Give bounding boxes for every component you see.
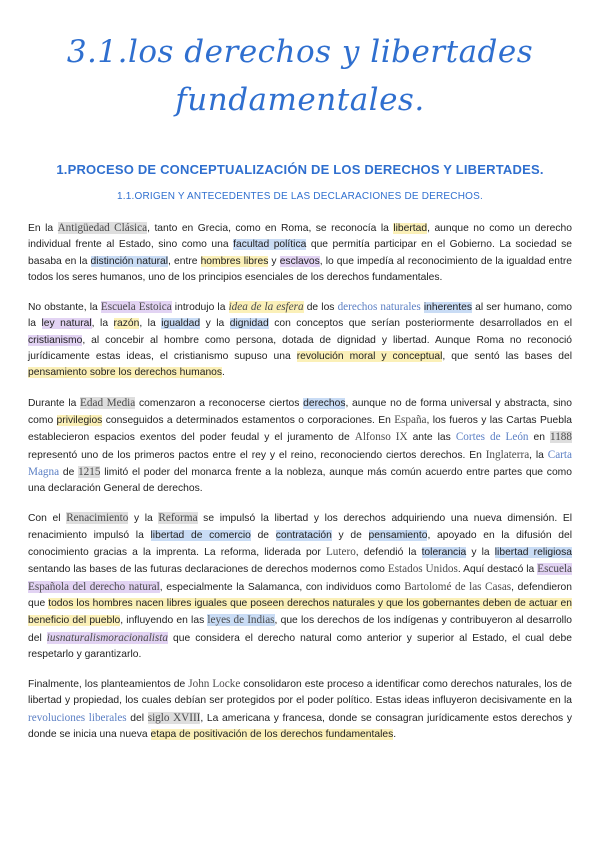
text-run: y de	[331, 529, 369, 541]
text-run: se impulsó la libertad y los derechos adquiriendo una nueva dimensión. El renacimiento impulsó la	[28, 513, 572, 541]
paragraph	[28, 395, 572, 498]
highlighted-term: idea de la esfera	[228, 301, 304, 314]
highlighted-term: cristianismo	[28, 334, 83, 346]
highlighted-term: Alfonso IX	[354, 431, 408, 444]
text-run: de	[59, 466, 79, 478]
text-run: conseguidos a determinados estamentos o corporaciones. En	[102, 414, 395, 426]
highlighted-term: contratación	[275, 529, 332, 541]
text-run: y la	[128, 513, 159, 525]
highlighted-term: España	[394, 413, 427, 426]
text-run: comenzaron a reconocerse ciertos	[135, 397, 304, 409]
highlighted-term: etapa de positivación de los derechos fundamentales	[150, 729, 394, 741]
highlighted-term: John Locke	[188, 678, 241, 691]
text-run: Finalmente, los planteamientos de	[28, 679, 189, 691]
text-run: , la	[91, 318, 114, 330]
text-run: En la	[28, 223, 58, 234]
paragraph	[28, 220, 572, 286]
text-run: , aunque no de forma universal y abstracta, sino como	[28, 397, 572, 426]
page-title	[0, 28, 600, 124]
highlighted-term: dignidad	[229, 318, 269, 330]
highlighted-term: revoluciones liberales	[28, 711, 127, 724]
text-run: , influyendo en las	[120, 615, 208, 627]
highlighted-term: Renacimiento	[66, 512, 129, 525]
highlighted-term: pensamiento	[368, 529, 428, 541]
text-run: ante las	[407, 432, 456, 444]
highlighted-term: distinción natural	[90, 255, 169, 267]
paragraph	[28, 299, 572, 381]
text-run: .	[222, 367, 225, 379]
highlighted-term: iusnaturalismoracionalista	[46, 631, 168, 644]
text-run: No obstante, la	[28, 302, 101, 314]
text-run: , los fueros y las Cartas Puebla establecieron espacios exentos del poder feudal y el juramento de	[28, 414, 573, 444]
text-run: de	[250, 529, 276, 541]
text-run: con conceptos que serían posteriormente desarrollados en el	[268, 318, 572, 330]
paragraph	[28, 510, 572, 663]
highlighted-term: Inglaterra	[485, 448, 530, 461]
text-run: , al concebir al hombre como persona, dotada de dignidad y libertad. Aunque Roma no reconoció jurídicamente estas ideas, el cristianismo supuso una	[28, 334, 572, 363]
text-run: consolidaron este proceso a identificar como derechos naturales, los de libertad y propiedad, los cuales debían ser protegidos por el poder político. Estas ideas influyeron decisivamente en la	[28, 679, 572, 707]
highlighted-term: derechos naturales	[337, 301, 421, 314]
highlighted-term: inherentes	[423, 302, 472, 314]
highlighted-term: tolerancia	[421, 547, 467, 559]
text-run: , especialmente la Salamanca, con individuos como	[159, 581, 405, 593]
text-run: y	[268, 255, 280, 267]
highlighted-term: facultad política	[233, 239, 307, 251]
text-run: Con el	[28, 513, 67, 525]
text-run: Durante la	[28, 397, 81, 409]
text-run: que permitía participar en el Gobierno. La sociedad se basaba en la	[28, 239, 572, 267]
text-run: , tanto en Grecia, como en Roma, se reconocía la	[147, 223, 394, 234]
text-run: , la	[529, 449, 548, 461]
text-run: , la	[139, 318, 162, 330]
text-run: , La americana y francesa, donde se consagran jurídicamente estos derechos y donde se inicia una nueva	[28, 712, 573, 741]
text-run: , aunque no como un derecho individual frente al Estado, sino como una	[28, 223, 572, 251]
highlighted-term: Escuela Española del derecho natural	[28, 563, 573, 593]
highlighted-term: Reforma	[158, 512, 198, 525]
highlighted-term: Edad Media	[80, 396, 136, 409]
text-run: y la	[200, 318, 230, 330]
highlighted-term: ley natural	[41, 318, 92, 330]
text-run: de los	[303, 302, 338, 314]
text-run: , lo que impedía al reconocimiento de la igualdad entre todos los seres humanos, uno de los principios esenciales de los derechos fundamentales.	[28, 255, 572, 283]
highlighted-term: leyes de Indias	[207, 614, 275, 627]
text-run: , que sentó las bases del	[442, 351, 572, 363]
text-run: , defendieron que	[28, 581, 573, 609]
highlighted-term: 1188	[550, 431, 572, 444]
text-run: al ser humano, como la	[28, 302, 573, 330]
document-body	[28, 220, 572, 756]
highlighted-term: esclavos	[279, 255, 320, 267]
highlighted-term: libertad de comercio	[150, 529, 251, 541]
highlighted-term: derechos	[303, 397, 346, 409]
highlighted-term: Escuela Estoica	[100, 301, 172, 314]
paragraph	[28, 676, 572, 743]
text-run: limitó el poder del monarca frente a la nobleza, aunque más común acuerdo entre partes que como una declaración General de derechos.	[28, 466, 572, 495]
text-run: en	[528, 432, 551, 444]
highlighted-term: Bartolomé de las Casas	[404, 580, 512, 593]
highlighted-term: privilegios	[56, 414, 103, 426]
highlighted-term: todos los hombres nacen libres iguales que poseen derechos naturales y que los gobernantes deben de actuar en beneficio del pueblo	[28, 597, 572, 627]
page-title-line-1: 3.1.los derechos y libertades	[66, 34, 534, 70]
text-run: , defendió la	[355, 547, 422, 559]
text-run: del	[126, 712, 148, 724]
highlighted-term: libertad religiosa	[494, 547, 573, 559]
text-run: representó uno de los primeros pactos entre el rey y el reino, reconociendo ciertos derechos. En	[28, 449, 486, 461]
text-run: sentando las bases de las futuras declaraciones de derechos modernos como	[28, 564, 388, 576]
highlighted-term: Estados Unidos	[387, 563, 458, 576]
page-title-line-2: fundamentales.	[175, 82, 425, 118]
highlighted-term: libertad	[393, 223, 428, 234]
section-heading: 1.PROCESO DE CONCEPTUALIZACIÓN DE LOS DERECHOS Y LIBERTADES.	[56, 162, 544, 177]
highlighted-term: hombres libres	[200, 255, 269, 267]
highlighted-term: 1215	[78, 465, 101, 478]
highlighted-term: siglo XVIII	[147, 711, 201, 724]
highlighted-term: razón	[113, 318, 140, 330]
highlighted-term: igualdad	[161, 318, 201, 330]
text-run: , entre	[168, 255, 201, 267]
highlighted-term: pensamiento sobre los derechos humanos	[28, 367, 223, 379]
subsection-heading: 1.1.ORIGEN Y ANTECEDENTES DE LAS DECLARACIONES DE DERECHOS.	[117, 191, 483, 202]
highlighted-term: Cortes de León	[455, 431, 529, 444]
highlighted-term: revolución moral y conceptual	[296, 351, 443, 363]
highlighted-term: Lutero	[325, 546, 356, 559]
text-run: . Aquí destacó la	[457, 564, 538, 576]
highlighted-term: Antigüedad Clásica	[57, 222, 148, 234]
text-run: introdujo la	[171, 302, 229, 314]
text-run: , que los derechos de los indígenas y contribuyeron al desarrollo del	[28, 615, 572, 644]
text-run: , apoyado en la difusión del conocimiento gracias a la imprenta. La reforma, liderada por	[28, 529, 572, 559]
text-run: .	[393, 729, 397, 741]
text-run: que considera el derecho natural como anterior y superior al Estado, el cual debe respetarlo y garantizarlo.	[28, 632, 572, 660]
text-run: y la	[466, 547, 495, 559]
highlighted-term: Carta Magna	[28, 448, 572, 478]
